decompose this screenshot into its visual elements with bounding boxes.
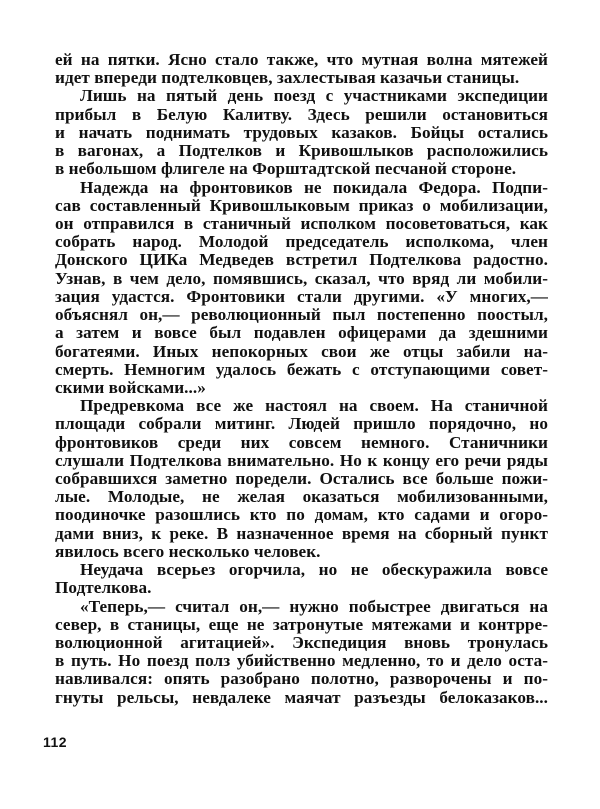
text-line: собравшихся заметно поредели. Остались все больше пожи- bbox=[55, 470, 548, 489]
text-line: в небольшом флигеле на Форштадтской песчаной стороне. bbox=[55, 159, 517, 179]
text-line: прибыл в Белую Калитву. Здесь решили остановиться bbox=[55, 105, 548, 124]
text-line: волюционной агитацией». Экспедиция вновь тронулась bbox=[55, 634, 548, 652]
text-line: зация удастся. Фронтовики стали другими. «У многих,— bbox=[55, 287, 548, 306]
text-line: Подтелкова. bbox=[55, 578, 152, 598]
text-line: Донского ЦИКа Медведев встретил Подтелкова радостно. bbox=[55, 251, 548, 270]
text-line: он отправился в станичный исполком посоветоваться, как bbox=[55, 214, 548, 233]
text-line: и начать поднимать трудовых казаков. Бойцы остались bbox=[55, 123, 548, 142]
text-line: лые. Молодые, не желая оказаться мобилизованными, bbox=[55, 488, 548, 507]
paragraph-first-line: Надежда на фронтовиков не покидала Федора. Подпи- bbox=[80, 178, 548, 197]
paragraph-first-line: Неудача всерьез огорчила, но не обескуражила вовсе bbox=[80, 561, 548, 580]
text-line: навливался: опять разобрано полотно, разворочены и по- bbox=[55, 670, 548, 689]
text-line: гнуты рельсы, невдалеке маячат разъезды белоказаков... bbox=[55, 688, 548, 707]
text-line: а затем и вовсе был подавлен офицерами да здешними bbox=[55, 324, 548, 343]
text-line: север, в станицы, еще не затронутые мятежами и контрре- bbox=[55, 615, 548, 634]
paragraph-first-line: «Теперь,— считал он,— нужно побыстрее двигаться на bbox=[80, 597, 548, 616]
page-number: 112 bbox=[43, 734, 68, 750]
text-line: поодиночке разошлись кто по домам, кто садами и огоро- bbox=[55, 506, 548, 525]
paragraph-first-line: Предревкома все же настоял на своем. На станичной bbox=[80, 397, 548, 416]
text-line: явилось всего несколько человек. bbox=[55, 541, 321, 561]
text-line: дами вниз, к реке. В назначенное время на сборный пункт bbox=[55, 524, 548, 543]
text-line: площади собрали митинг. Людей пришло порядочно, но bbox=[55, 415, 548, 434]
text-line: слушали Подтелкова внимательно. Но к концу его речи ряды bbox=[55, 451, 548, 470]
text-line: объяснял он,— революционный пыл постепенно поостыл, bbox=[55, 306, 548, 325]
text-line: в путь. Но поезд полз убийственно медленно, то и дело оста- bbox=[55, 652, 548, 671]
text-line: богатеями. Иных непокорных свои же отцы забили на- bbox=[55, 342, 548, 361]
paragraph-first-line: Лишь на пятый день поезд с участниками экспедиции bbox=[80, 87, 548, 106]
text-line: смерть. Немногим удалось бежать с отступающими совет- bbox=[55, 360, 548, 379]
text-line: идет впереди подтелковцев, захлестывая казачьи станицы. bbox=[55, 68, 520, 88]
text-line: сав составленный Кривошлыковым приказ о мобилизации, bbox=[55, 196, 548, 215]
text-line: в вагонах, а Подтелков и Кривошлыков расположились bbox=[55, 142, 548, 161]
text-line: фронтовиков среди них совсем немного. Станичники bbox=[55, 433, 548, 452]
text-line: собрать народ. Молодой председатель исполкома, член bbox=[55, 233, 548, 252]
text-line: Узнав, в чем дело, помявшись, сказал, что вряд ли мобили- bbox=[55, 269, 548, 288]
body-text bbox=[55, 51, 548, 707]
text-line: ей на пятки. Ясно стало также, что мутная волна мятежей bbox=[55, 51, 548, 69]
text-line: скими войсками...» bbox=[55, 377, 206, 397]
